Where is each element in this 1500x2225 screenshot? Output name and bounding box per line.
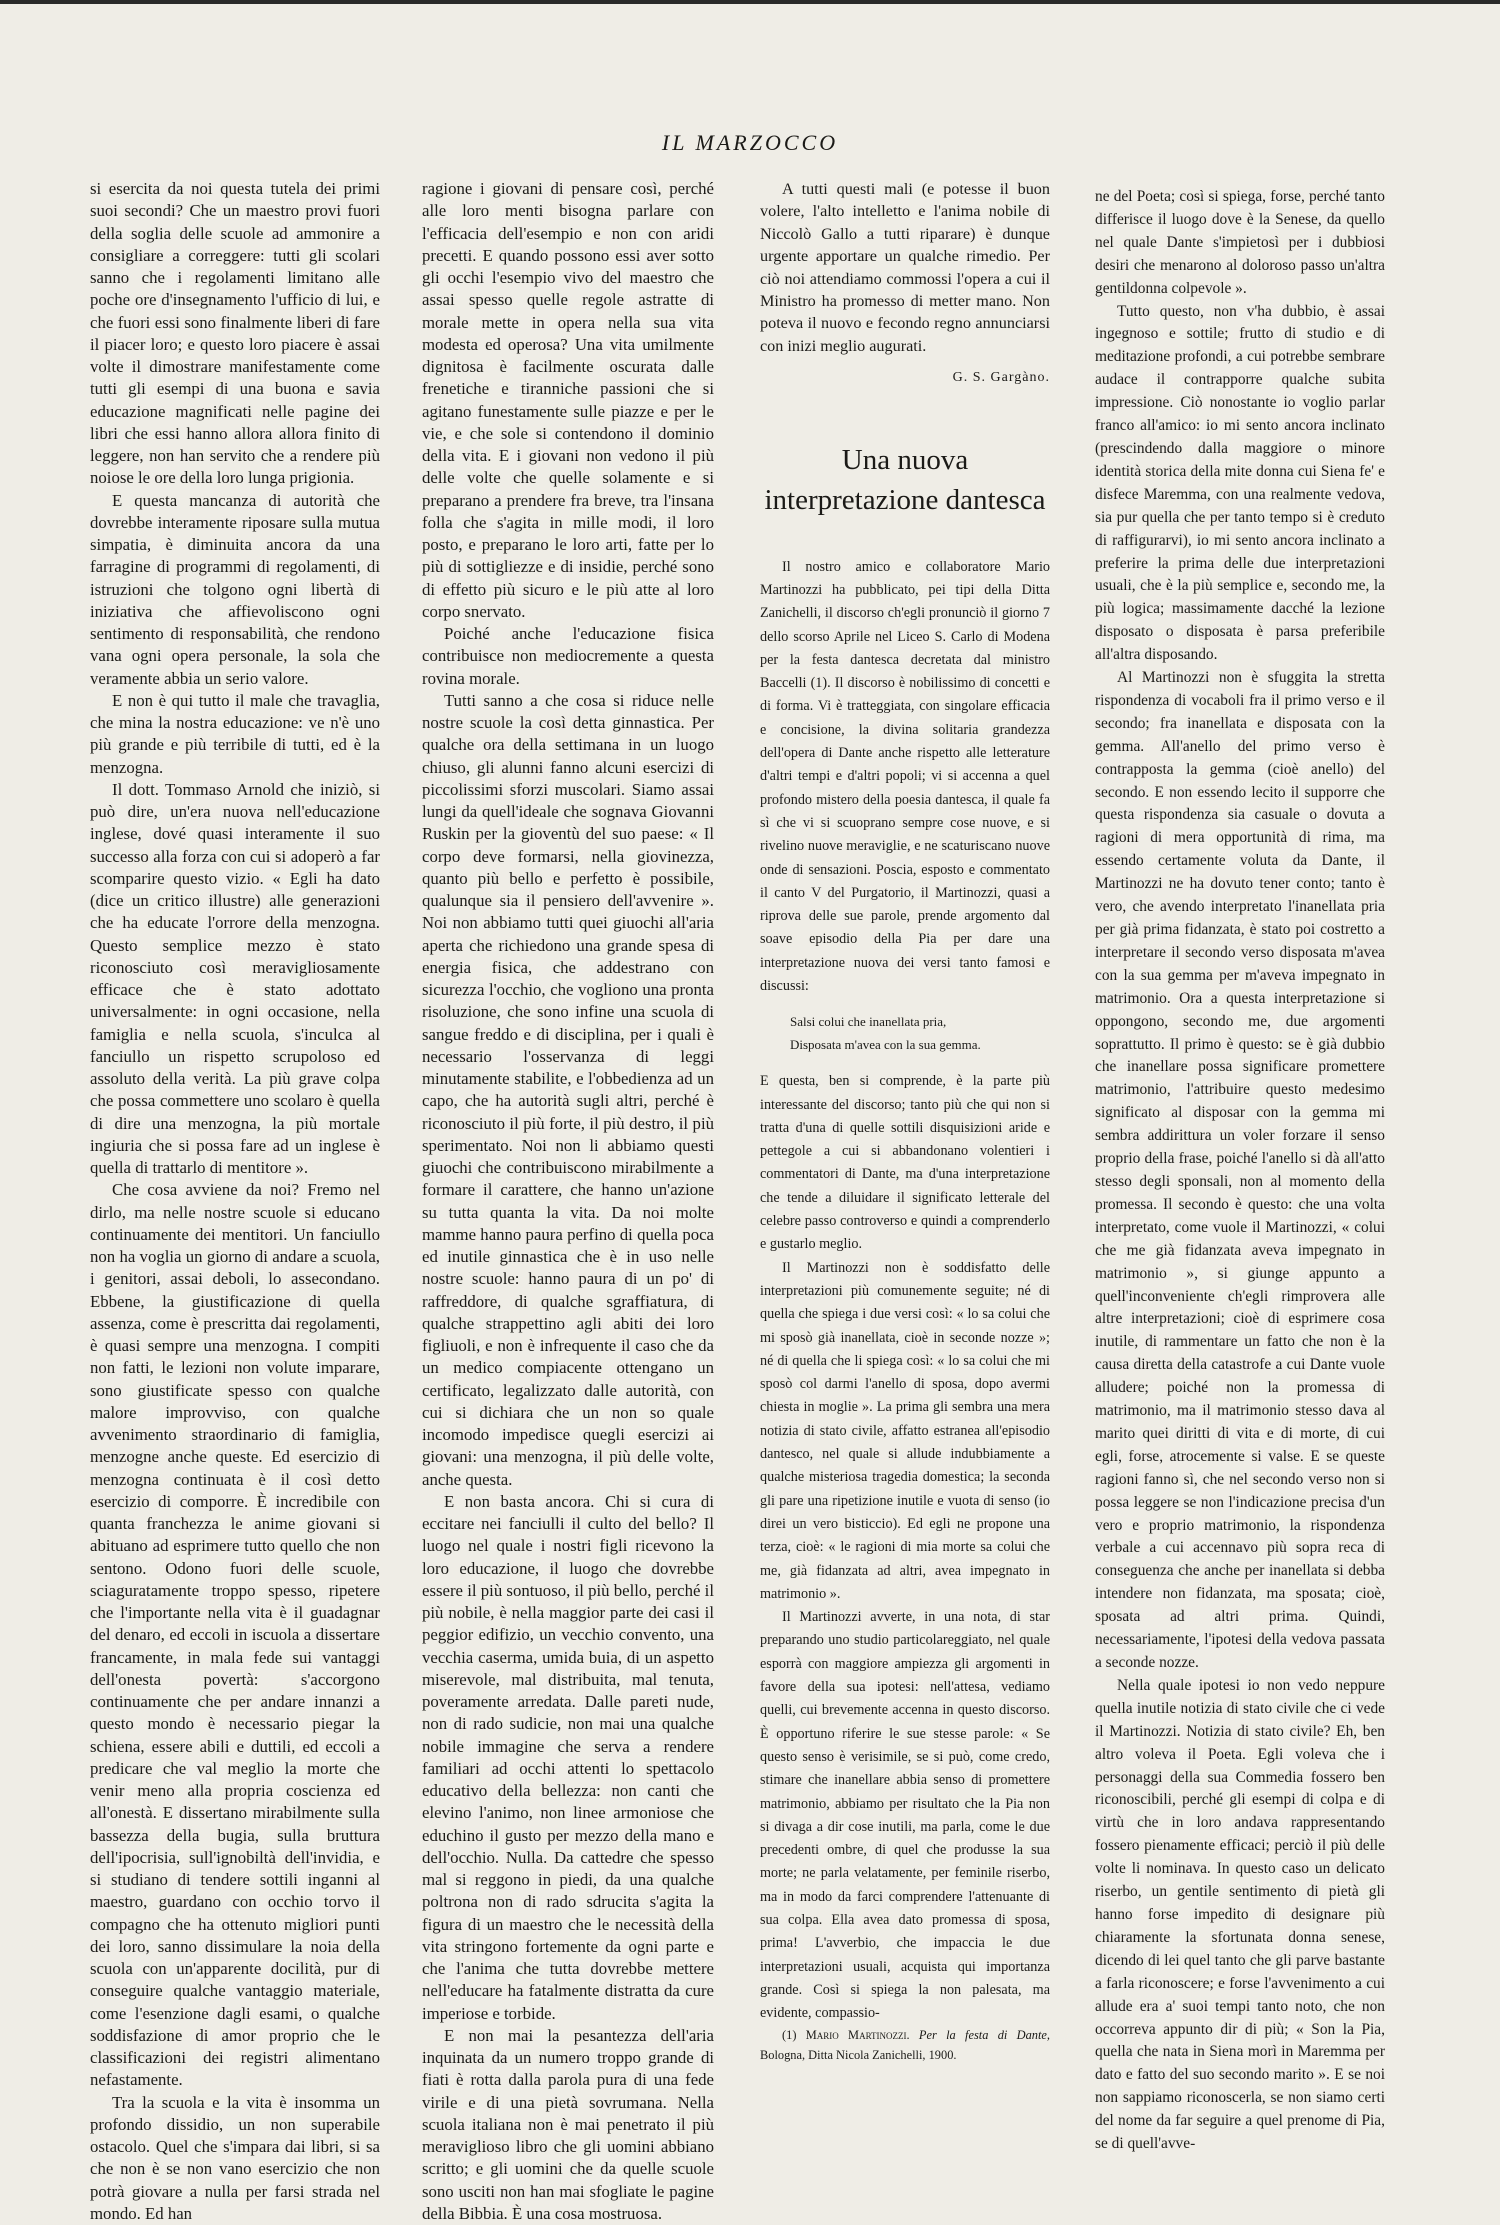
article-title-line: interpretazione dantesca — [760, 480, 1050, 520]
article-title — [760, 440, 1050, 520]
paragraph: ne del Poeta; così si spiega, forse, perché tanto differisce il luogo dove è la Senese, da quello nel quale Dante s'impietosì per i dubbiosi desiri che menarono al doloroso passo un'altra gentildonna colpevole ». — [1095, 186, 1385, 301]
paragraph: Tutto questo, non v'ha dubbio, è assai ingegnoso e sottile; frutto di studio e di meditazione profondi, a cui potrebbe sembrare audace il contrapporre qualche subita impressione. Ciò nonostante io voglio parlar franco all'amico: io mi sento ancora inclinato (prescindendo dalla maggiore o minore identità storica della mite donna cui Siena fe' e disfece Maremma, con una realmente vedova, sia pur quella che per tanto tempo si è creduto di raffigurarvi), io mi sento ancora inclinato a preferire la prima delle due interpretazioni usuali, che è la più semplice e, secondo me, la più logica; massimamente dacché la lezione disposato o disposata è parsa preferibile all'altra disposando. — [1095, 301, 1385, 668]
footnote-publisher: Bologna, Ditta Nicola Zanichelli, 1900. — [760, 2048, 956, 2062]
footnote — [760, 2025, 1050, 2065]
column-1 — [90, 178, 380, 2225]
article-title-line: Una nuova — [760, 440, 1050, 480]
paragraph: Tutti sanno a che cosa si riduce nelle nostre scuole la così detta ginnastica. Per qualche ora della settimana in un luogo chiuso, gli alunni fanno alcuni esercizi di piccolissimi sforzi muscolari. Siamo assai lungi da quell'ideale che sognava Giovanni Ruskin per la gioventù del suo paese: « Il corpo deve formarsi, nella giovinezza, quanto più bello e perfetto è possibile, qualunque sia il pensiero dell'avvenire ». Noi non abbiamo tutti quei giuochi all'aria aperta che richiedono una grande spesa di energia fisica, che addestrano con sicurezza l'occhio, che vogliono una pronta risoluzione, che sono infine una scuola di sangue freddo e di disciplina, per i quali è necessario l'osservanza di leggi minutamente stabilite, e l'obbedienza ad un capo, che ha autorità sugli altri, perché è riconosciuto il più forte, il più destro, il più sperimentato. Noi non li abbiamo questi giuochi che contribuiscono mirabilmente a formare il carattere, che hanno un'azione su tutta quanta la vita. Da noi molte mamme hanno paura perfino di quella poca ed inutile ginnastica che è in uso nelle nostre scuole: hanno paura di un po' di raffreddore, di qualche sgraffiatura, di qualche strappettino agli abiti dei loro figliuoli, e non è infrequente il caso che da un medico compiacente ottengano un certificato, legalizzato dalle autorità, con cui si dichiara che un non so quale incomodo impedisce quegli esercizi ai giovani: una menzogna, il più delle volte, anche questa. — [422, 690, 714, 1491]
column-3 — [760, 178, 1050, 2065]
paragraph: A tutti questi mali (e potesse il buon volere, l'alto intelletto e l'anima nobile di Niccolò Gallo a tutti riparare) è dunque urgente apportare un qualche rimedio. Per ciò noi attendiamo commossi l'opera a cui il Ministro ha promesso di metter mano. Non poteva il nuovo e fecondo regno annunciarsi con inizi meglio augurati. — [760, 178, 1050, 357]
paragraph: Il Martinozzi non è soddisfatto delle interpretazioni più comunemente seguite; né di quella che spiega i due versi così: « lo sa colui che mi sposò già inanellata, cioè in seconde nozze »; né di quella che li spiega così: « lo sa colui che mi sposò col darmi l'anello di sposa, dopo avermi chiesta in moglie ». La prima gli sembra una mera notizia di stato civile, affatto estranea all'episodio dantesco, nel quale si allude indubbiamente a qualche misteriosa tragedia domestica; la seconda gli pare una ripetizione inutile e vuota di senso (io direi un vero bisticcio). Ed egli ne propone una terza, cioè: « le ragioni di mia morte sa colui che me, già fidanzata ad altri, avea impegnato in matrimonio ». — [760, 1257, 1050, 1606]
paragraph: E questa, ben si comprende, è la parte più interessante del discorso; tanto più che qui non si tratta d'una di quelle sottili disquisizioni aride e pettegole a cui si abbandonano volentieri i commentatori di Dante, ma d'una interpretazione che tende a diluidare il significato letterale del celebre passo controverso e quindi a comprenderlo e gustarlo meglio. — [760, 1070, 1050, 1256]
paragraph: ragione i giovani di pensare così, perché alle loro menti bisogna parlare con l'efficacia dell'esempio e non con aridi precetti. E quando possono essi aver sotto gli occhi l'esempio vivo del maestro che assai spesso quelle regole astratte di morale mette in opera nella sua vita modesta ed operosa? Una vita umilmente dignitosa è facilmente oscurata dalle frenetiche e tiranniche passioni che si agitano funestamente sulle piazze e per le vie, e che sole si contendono il dominio della vita. E i giovani non vedono il più delle volte che quelle solamente e si preparano a prendere fra breve, tra l'insana folla che s'agita in mille modi, il loro posto, e preparano le loro arti, fatte per lo più di sottigliezze e di insidie, perché sono di effetto più sicuro e le più atte al loro corpo snervato. — [422, 178, 714, 623]
quoted-verses — [790, 1010, 1050, 1056]
column-4 — [1095, 186, 1385, 2156]
column-2 — [422, 178, 714, 2225]
paragraph: Tra la scuola e la vita è insomma un profondo dissidio, un non superabile ostacolo. Quel che s'impara dai libri, si sa che non è se non vano esercizio che non potrà giovare a nulla per farsi strada nel mondo. Ed han — [90, 2092, 380, 2225]
paragraph: Il Martinozzi avverte, in una nota, di star preparando uno studio particolareggiato, nel quale esporrà con maggiore ampiezza gli argomenti in favore della sua ipotesi: nell'attesa, vediamo quelli, cui brevemente accenna in questo discorso. È opportuno riferire le sue stesse parole: « Se questo senso è verisimile, se si può, come credo, stimare che inanellare abbia senso di promettere matrimonio, abbiamo per risultato che la Pia non si divaga a dir cose inutili, ma parla, come le due precedenti ombre, di quel che produsse la sua morte; ne parla velatamente, per feminile riserbo, ma in modo da farci comprendere l'attenuante di sua colpa. Ella avea dato promessa di sposa, prima! L'avverbio, che impaccia le due interpretazioni usuali, acquista qui importanza grande. Così si spiega la non palesata, ma evidente, compassio- — [760, 1606, 1050, 2025]
paragraph: E questa mancanza di autorità che dovrebbe interamente riposare sulla mutua simpatia, è diminuita ancora da una farragine di programmi di regolamenti, di istruzioni che tolgono ogni libertà di iniziativa che affievoliscono ogni sentimento di responsabilità, che rendono vana ogni opera personale, la sola che veramente abbia un serio valore. — [90, 490, 380, 690]
paragraph: Il nostro amico e collaboratore Mario Martinozzi ha pubblicato, pei tipi della Ditta Zanichelli, il discorso ch'egli pronunciò il giorno 7 dello scorso Aprile nel Liceo S. Carlo di Modena per la festa dantesca decretata dal ministro Baccelli (1). Il discorso è nobilissimo di concetti e di forma. Vi è tratteggiata, con singolare efficacia e concisione, la divina solitaria grandezza dell'opera di Dante anche rispetto alle letterature d'altri tempi e d'altri popoli; vi si accenna a quel profondo mistero della poesia dantesca, il quale fa sì che vi si scuoprano sempre cose nuove, e si rivelino nuove meraviglie, e ne scaturiscano nuove onde di sensazioni. Poscia, esposto e commentato il canto V del Purgatorio, il Martinozzi, quasi a riprova delle sue parole, prende argomento dal soave episodio della Pia per dare una interpretazione nuova dei versi tanto famosi e discussi: — [760, 556, 1050, 999]
verse-line: Salsi colui che inanellata pria, — [790, 1010, 1050, 1033]
paragraph: Poiché anche l'educazione fisica contribuisce non mediocremente a questa rovina morale. — [422, 623, 714, 690]
footnote-marker: (1) — [782, 2028, 796, 2042]
paragraph: Che cosa avviene da noi? Fremo nel dirlo, ma nelle nostre scuole si educano continuamente dei mentitori. Un fanciullo non ha voglia un giorno di andare a scuola, i genitori, assai deboli, lo assecondano. Ebbene, la giustificazione di quella assenza, come è prescritta dai regolamenti, è quasi sempre una menzogna. I compiti non fatti, le lezioni non volute imparare, sono giustificate spesso con qualche malore improvviso, con qualche avvenimento straordinario di famiglia, menzogne anche queste. Ed esercizio di menzogna continuata è il così detto esercizio di comporre. È incredibile con quanta franchezza le anime giovani si abituano ad esprimere tutto quello che non sentono. Odono fuori delle scuole, sciaguratamente troppo spesso, ripetere che l'importante nella vita è il guadagnar del denaro, ed eccoli in iscuola a dissertare francamente, in mala fede sui vantaggi dell'onesta povertà: s'accorgono continuamente che per andare innanzi a questo mondo è necessario piegar la schiena, essere abili e duttili, ed eccoli a predicare che val meglio la morte che venir meno alla propria coscienza ed all'onestà. E dissertano mirabilmente sulla bassezza della bugia, sulla bruttura dell'ipocrisia, sull'ignobiltà dell'invidia, e si studiano di tendere sottili inganni al maestro, guardano con occhio torvo il compagno che ha ottenuto migliori punti dei loro, sanno dissimulare la noia della scuola con un'apparente docilità, pur di conseguire qualche vantaggio materiale, come l'esenzione dagli esami, o qualche soddisfazione di amor proprio che le classificazioni dei registri alimentano nefastamente. — [90, 1179, 380, 2091]
verse-line: Disposata m'avea con la sua gemma. — [790, 1033, 1050, 1056]
author-signature: G. S. Gargàno. — [760, 367, 1050, 389]
article-body — [760, 556, 1050, 2026]
footnote-author: Mario Martinozzi. — [806, 2028, 910, 2042]
paragraph: Il dott. Tommaso Arnold che iniziò, si può dire, un'era nuova nell'educazione inglese, dové quasi interamente il suo successo alla forza con cui si adoperò a far scomparire questo vizio. « Egli ha dato (dice un critico illustre) alle generazioni che ha educate l'orrore della menzogna. Questo semplice mezzo è stato riconosciuto così meravigliosamente efficace che è stato adottato universalmente: in ogni occasione, nella famiglia e nella scuola, s'inculca al fanciullo un rispetto scrupoloso ed assoluto della verità. La più grave colpa che possa commettere uno scolaro è quella di dire una menzogna, la più mortale ingiuria che si possa fare ad un inglese è quella di trattarlo di mentitore ». — [90, 779, 380, 1180]
paragraph: Nella quale ipotesi io non vedo neppure quella inutile notizia di stato civile che ci vede il Martinozzi. Notizia di stato civile? Eh, ben altro voleva il Poeta. Egli voleva che i personaggi della sua Commedia fossero ben riconoscibili, perché gli esempi di colpa e di virtù che in loro andava rappresentando fossero pienamente efficaci; perciò il più delle volte li nominava. In questo caso un delicato riserbo, un gentile sentimento di pietà gli hanno forse impedito di designare più chiaramente la sfortunata donna senese, dicendo di lei quel tanto che gli parve bastante a farla riconoscere; e forse l'avvenimento a cui allude era a' suoi tempi tanto noto, che non occorreva appunto dir di più; « Son la Pia, quella che nata in Siena morì in Maremma per dato e fatto del suo secondo marito ». E se noi non sappiamo riconoscerla, se non siamo certi del nome da far seguire a quel prenome di Pia, se di quell'avve- — [1095, 1675, 1385, 2156]
page-top-edge — [0, 0, 1500, 4]
paragraph: si esercita da noi questa tutela dei primi suoi secondi? Che un maestro provi fuori della soglia delle scuole ad ammonire a consigliare a correggere: tutti gli scolari sanno che i regolamenti limitano alle poche ore d'insegnamento l'ufficio di lui, e che fuori essi sono finalmente liberi di fare il piacer loro; e questo loro piacere è assai volte il dimostrare manifestamente come tutti gli esempi di una buona e savia educazione magnificati nelle pagine dei libri che essi hanno allora allora finito di leggere, non han servito che a rendere più noiose le ore della loro lunga prigionia. — [90, 178, 380, 490]
paragraph: Al Martinozzi non è sfuggita la stretta rispondenza di vocaboli fra il primo verso e il secondo; fra inanellata e disposata con la gemma. All'anello del primo verso è contrapposta la gemma (cioè anello) del secondo. E non essendo lecito il supporre che questa rispondenza sia casuale o dovuta a ragioni di mera opportunità di rima, ma essendo certamente voluta da Dante, il Martinozzi ne ha dovuto tener conto; tanto è vero, che avendo interpretato l'inanellata pria per già prima fidanzata, è stato poi costretto a interpretare il secondo verso disposata m'avea con la sua gemma per m'aveva impegnato in matrimonio. Ora a questa interpretazione si oppongono, secondo me, due argomenti soprattutto. Il primo è questo: se è già dubbio che inanellare possa significare promettere matrimonio, l'attribuire questo medesimo significato al disposar con la gemma mi sembra addirittura un voler forzare il senso proprio della frase, poiché l'anello si dà all'atto stesso degli sponsali, non al momento della promessa. Il secondo è questo: che una volta interpretato, come vuole il Martinozzi, « colui che me già fidanzata aveva impegnato in matrimonio », si giunge appunto a quell'inconveniente ch'egli rimprovera alle altre interpretazioni; cioè di esprimere cosa inutile, di rammentare un fatto che non è la causa diretta della catastrofe a cui Dante vuole alludere; poiché non la promessa di matrimonio, ma il matrimonio stesso dava al marito quei diritti di vita e di morte, di cui egli, forse, atrocemente si valse. E se queste ragioni fanno sì, che nel secondo verso non si possa leggere se non l'indicazione precisa d'un vero e proprio matrimonio, la rispondenza verbale a cui accennavo più sopra reca di conseguenza che anche per inanellata si debba intendere non fidanzata, ma sposata; cioè, sposata ad altri prima. Quindi, necessariamente, l'ipotesi della vedova passata a seconde nozze. — [1095, 667, 1385, 1675]
footnote-title: Per la festa di Dante, — [919, 2028, 1050, 2042]
running-head: IL MARZOCCO — [0, 130, 1500, 156]
paragraph: E non è qui tutto il male che travaglia, che mina la nostra educazione: ve n'è uno più grande e più terribile di tutti, ed è la menzogna. — [90, 690, 380, 779]
paragraph: E non basta ancora. Chi si cura di eccitare nei fanciulli il culto del bello? Il luogo nel quale i nostri figli ricevono la loro educazione, il luogo che dovrebbe essere il più sontuoso, il più bello, perché il più nobile, è nella maggior parte dei casi il peggior edifizio, un vecchio convento, una vecchia caserma, umida buia, di un aspetto miserevole, mal distribuita, mal tenuta, poveramente arredata. Dalle pareti nude, non di rado sudicie, non mai una qualche nobile immagine che serva a rendere familiari ad occhi attenti lo spettacolo educativo della bellezza: non canti che elevino l'animo, non linee armoniose che educhino il gusto per mezzo della mano e dell'occhio. Nulla. Da cattedre che spesso mal si reggono in piedi, da una qualche poltrona non di rado sdrucita s'agita la figura di un maestro che le necessità della vita stringono fortemente da ogni parte e che l'anima che tutta dovrebbe mettere nell'educare ha fatalmente distratta da cure imperiose e torbide. — [422, 1491, 714, 2025]
paragraph: E non mai la pesantezza dell'aria inquinata da un numero troppo grande di fiati è rotta dalla parola pura di una fede virile e di una pietà sovrumana. Nella scuola italiana non è mai penetrato il più meraviglioso libro che gli uomini abbiano scritto; e gli uomini che da quelle scuole sono usciti non han mai sfogliate le pagine della Bibbia. È una cosa mostruosa. — [422, 2025, 714, 2225]
